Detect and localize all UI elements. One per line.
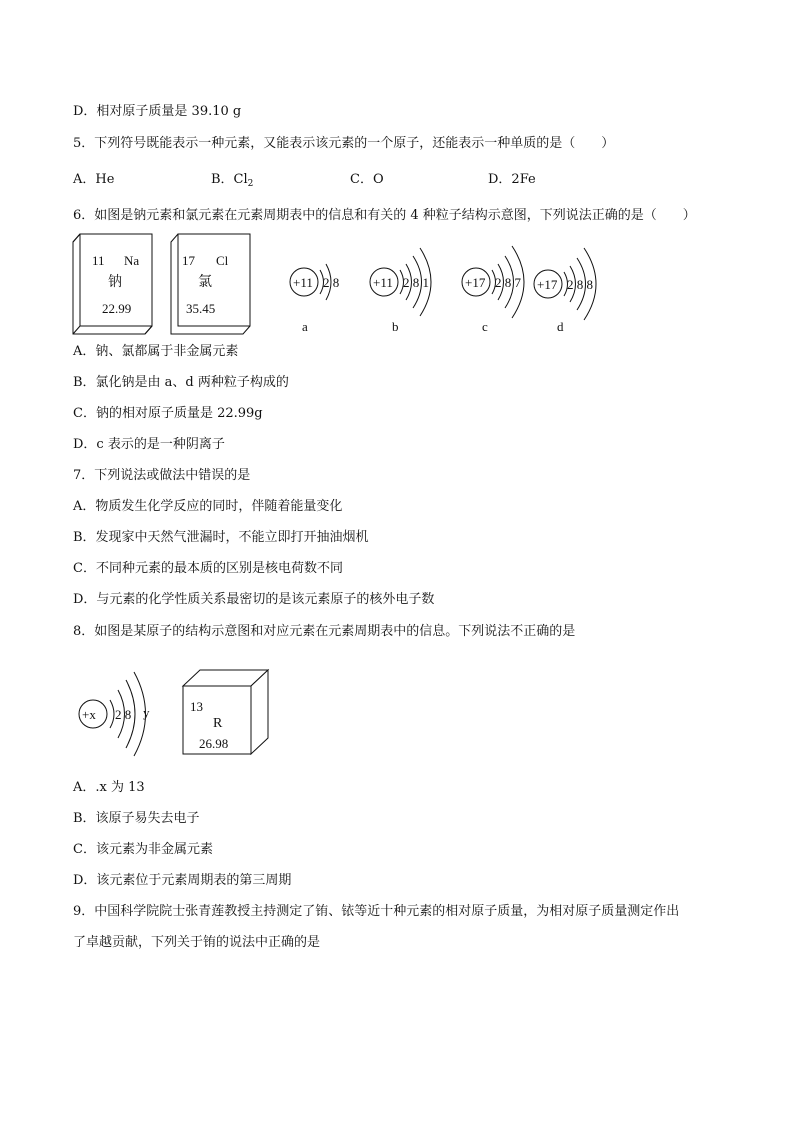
q6-option-a: A．钠、氯都属于非金属元素 xyxy=(73,344,239,359)
q6-option-b: B．氯化钠是由 a、d 两种粒子构成的 xyxy=(73,375,289,390)
atom-outer-electrons: y xyxy=(143,705,150,720)
particle-c-nucleus: +17 xyxy=(465,275,486,290)
q5-option-a: A．He xyxy=(73,172,115,187)
particle-d xyxy=(534,248,596,334)
q8-option-c: C．该元素为非金属元素 xyxy=(73,842,213,857)
q7-option-b: B．发现家中天然气泄漏时，不能立即打开抽油烟机 xyxy=(73,530,369,545)
periodic-cell-r xyxy=(183,670,268,754)
sodium-symbol: Na xyxy=(124,253,140,268)
q8-option-a: A．.x 为 13 xyxy=(73,780,145,795)
particle-c xyxy=(462,246,524,334)
particle-d-shells: 2 8 8 xyxy=(567,277,593,292)
particle-b-shells: 2 8 1 xyxy=(403,275,429,290)
atom-shells: 2 8 xyxy=(115,707,132,722)
q8-figure xyxy=(0,660,794,770)
particle-c-shells: 2 8 7 xyxy=(495,275,521,290)
particle-b-label: b xyxy=(392,319,399,334)
chlorine-atomic-number: 17 xyxy=(182,253,195,268)
element-r-mass: 26.98 xyxy=(199,736,229,751)
q9-stem-line2: 了卓越贡献，下列关于铕的说法中正确的是 xyxy=(73,935,321,950)
q7-stem: 7．下列说法或做法中错误的是 xyxy=(73,468,251,483)
particle-a-nucleus: +11 xyxy=(293,275,313,290)
q5-stem: 5．下列符号既能表示一种元素，又能表示该元素的一个原子，还能表示一种单质的是（ ） xyxy=(73,136,615,151)
chlorine-symbol: Cl xyxy=(216,253,229,268)
particle-b-nucleus: +11 xyxy=(373,275,393,290)
q7-option-d: D．与元素的化学性质关系最密切的是该元素原子的核外电子数 xyxy=(73,592,435,607)
q7-option-a: A．物质发生化学反应的同时，伴随着能量变化 xyxy=(73,499,343,514)
particle-a xyxy=(290,264,339,334)
q5-option-b-text: B．Cl xyxy=(211,172,248,187)
particle-a-shells: 2 8 xyxy=(323,275,340,290)
chlorine-name: 氯 xyxy=(198,275,212,290)
q6-figure xyxy=(0,228,794,338)
q5-option-b xyxy=(211,172,253,192)
atom-structure-diagram xyxy=(79,672,150,756)
q5-option-c: C．O xyxy=(350,172,384,187)
q6-stem: 6．如图是钠元素和氯元素在元素周期表中的信息和有关的 4 种粒子结构示意图，下列说法正确的是（ ） xyxy=(73,208,696,223)
q5-option-d: D．2Fe xyxy=(488,172,536,187)
q8-option-b: B．该原子易失去电子 xyxy=(73,811,200,826)
q8-option-d: D．该元素位于元素周期表的第三周期 xyxy=(73,873,292,888)
particle-d-nucleus: +17 xyxy=(537,277,558,292)
periodic-cell-sodium xyxy=(73,234,152,334)
q6-option-c: C．钠的相对原子质量是 22.99g xyxy=(73,406,263,421)
particle-d-label: d xyxy=(557,319,564,334)
sodium-mass: 22.99 xyxy=(102,301,132,316)
particle-c-label: c xyxy=(482,319,488,334)
atom-nucleus: +x xyxy=(82,707,96,722)
particle-b xyxy=(370,248,431,334)
element-r-symbol: R xyxy=(213,716,223,731)
particle-a-label: a xyxy=(302,319,308,334)
sodium-atomic-number: 11 xyxy=(92,253,105,268)
periodic-cell-chlorine xyxy=(171,234,250,334)
q4-option-d: D．相对原子质量是 39.10 g xyxy=(73,104,242,119)
q9-stem-line1: 9．中国科学院院士张青莲教授主持测定了铕、铱等近十种元素的相对原子质量，为相对原子质量测定作出 xyxy=(73,904,680,919)
q5-option-b-subscript: 2 xyxy=(247,179,254,189)
chlorine-mass: 35.45 xyxy=(186,301,216,316)
q7-option-c: C．不同种元素的最本质的区别是核电荷数不同 xyxy=(73,561,343,576)
element-r-number: 13 xyxy=(190,699,203,714)
q8-stem: 8．如图是某原子的结构示意图和对应元素在元素周期表中的信息。下列说法不正确的是 xyxy=(73,624,576,639)
q6-option-d: D．c 表示的是一种阴离子 xyxy=(73,437,225,452)
sodium-name: 钠 xyxy=(108,275,122,290)
